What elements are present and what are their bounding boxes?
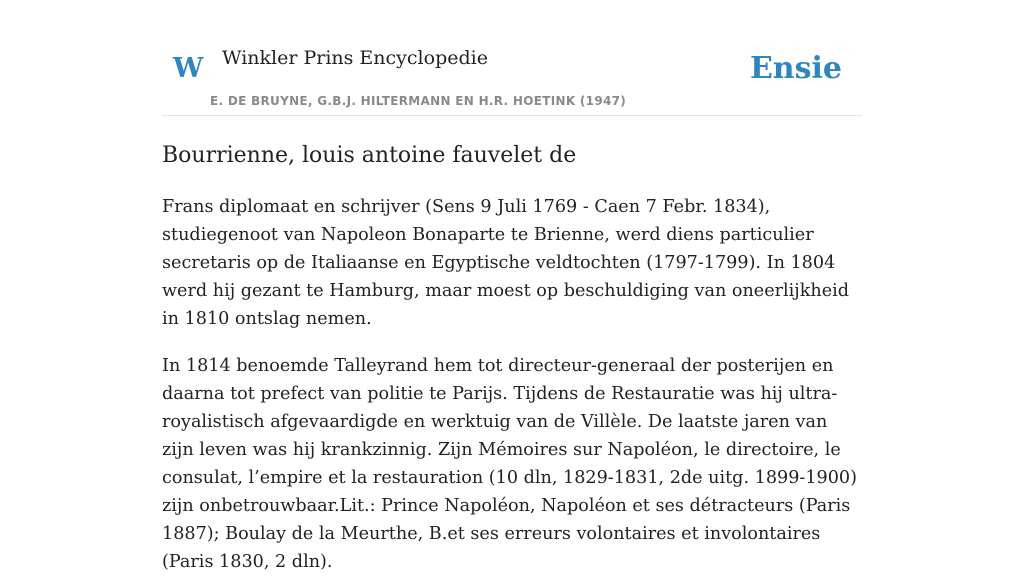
brand-logo[interactable]: Ensie	[749, 51, 842, 86]
article-title: Bourrienne, louis antoine fauvelet de	[162, 143, 577, 168]
source-logo[interactable]: W	[173, 53, 204, 84]
article-page	[162, 0, 862, 572]
article-paragraph: Frans diplomaat en schrijver (Sens 9 Juli 1769 - Caen 7 Febr. 1834), studiegenoot van Napoleon Bonaparte te Brienne, werd diens particulier secretaris op de Italiaanse en Egyptische veldtochten (1797-1799). In 1804 werd hij gezant te Hamburg, maar moest op beschuldiging van oneerlijkheid in 1810 ontslag nemen.	[162, 197, 850, 329]
source-title[interactable]: Winkler Prins Encyclopedie	[222, 47, 488, 69]
article-paragraph: In 1814 benoemde Talleyrand hem tot directeur-generaal der posterijen en daarna tot prefect van politie te Parijs. Tijdens de Restauratie was hij ultra-royalistisch afgevaardigde en werktuig van de Villèle. De laatste jaren van zijn leven was hij krankzinnig. Zijn Mémoires sur Napoléon, le directoire, le consulat, l’empire et la restauration (10 dln, 1829-1831, 2de uitg. 1899-1900) zijn onbetrouwbaar.Lit.: Prince Napoléon, Napoléon et ses détracteurs (Paris 1887); Boulay de la Meurthe, B.et ses erreurs volontaires et involontaires (Paris 1830, 2 dln).	[162, 356, 857, 572]
source-authors: E. DE BRUYNE, G.B.J. HILTERMANN EN H.R. HOETINK (1947)	[210, 94, 627, 108]
source-header	[162, 0, 862, 116]
